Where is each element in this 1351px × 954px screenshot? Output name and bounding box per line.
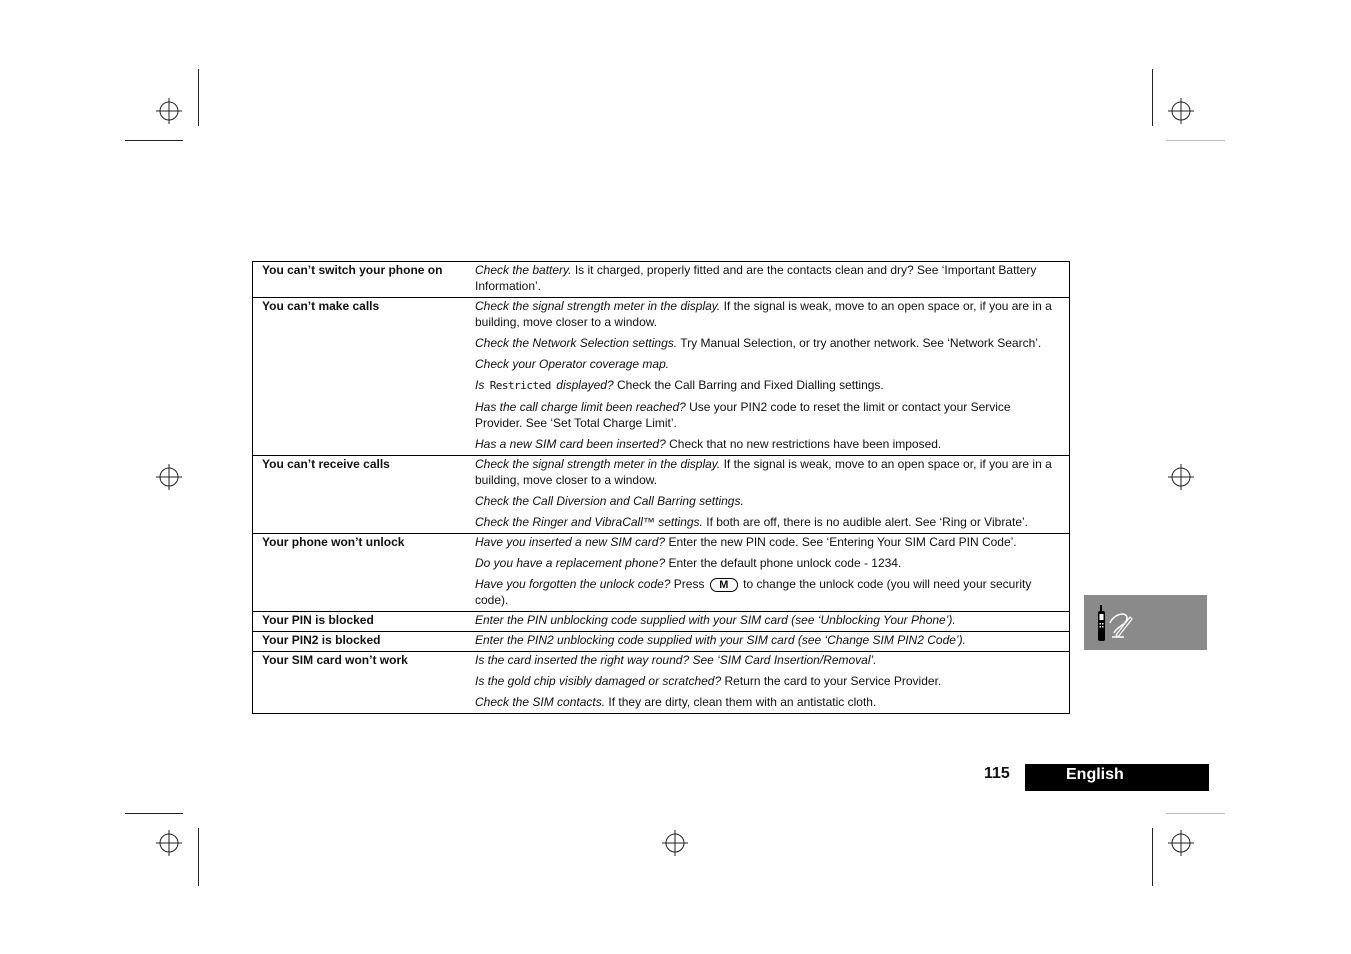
- remedies-cell: [466, 534, 1070, 612]
- remedy-paragraph: Check the signal strength meter in the display. If the signal is weak, move to an open space or, if you are in a building, move closer to a window.: [475, 457, 1052, 487]
- registration-mark-icon: [1168, 98, 1194, 124]
- remedy-paragraph: Check your Operator coverage map.: [475, 357, 670, 371]
- problem-cell: Your PIN is blocked: [253, 612, 467, 632]
- table-row: [253, 456, 1070, 534]
- remedy-paragraph: Check the Ringer and VibraCall™ settings. If both are off, there is no audible alert. See ‘Ring or Vibrate’.: [475, 515, 1028, 529]
- remedy-paragraph: Check the SIM contacts. If they are dirty, clean them with an antistatic cloth.: [475, 695, 877, 709]
- registration-mark-icon: [156, 464, 182, 490]
- phone-with-pen-icon: [1094, 601, 1140, 645]
- crop-mark: [1152, 828, 1153, 886]
- remedy-paragraph: Is Restricted displayed? Check the Call Barring and Fixed Dialling settings.: [475, 378, 884, 392]
- remedy-paragraph: Has the call charge limit been reached? Use your PIN2 code to reset the limit or contact your Service Provider. See ‘Set Total Charge Limit’.: [475, 400, 1011, 430]
- registration-mark-icon: [1168, 464, 1194, 490]
- remedies-cell: [466, 262, 1070, 298]
- crop-mark: [198, 69, 199, 126]
- remedy-paragraph: Has a new SIM card been inserted? Check that no new restrictions have been imposed.: [475, 437, 942, 451]
- table-row: [253, 534, 1070, 612]
- problem-cell: You can’t receive calls: [253, 456, 467, 534]
- table-row: [253, 298, 1070, 456]
- remedies-cell: [466, 612, 1070, 632]
- remedy-paragraph: Is the card inserted the right way round? See ‘SIM Card Insertion/Removal’.: [475, 653, 877, 667]
- menu-key-icon: M: [710, 578, 738, 592]
- problem-cell: You can’t make calls: [253, 298, 467, 456]
- remedies-cell: [466, 652, 1070, 714]
- remedy-paragraph: Have you forgotten the unlock code? Press M to change the unlock code (you will need your security code).: [475, 577, 1032, 607]
- registration-mark-icon: [662, 830, 688, 856]
- problem-cell: Your phone won’t unlock: [253, 534, 467, 612]
- language-label: English: [1066, 766, 1124, 783]
- remedies-cell: [466, 632, 1070, 652]
- troubleshooting-table: [252, 261, 1070, 714]
- remedy-paragraph: Check the Network Selection settings. Try Manual Selection, or try another network. See ‘Network Search’.: [475, 336, 1042, 350]
- remedies-cell: [466, 298, 1070, 456]
- problem-cell: Your SIM card won’t work: [253, 652, 467, 714]
- problem-cell: You can’t switch your phone on: [262, 263, 443, 277]
- section-side-tab: [1084, 595, 1207, 650]
- registration-mark-icon: [1168, 830, 1194, 856]
- remedy-paragraph: Check the signal strength meter in the display. If the signal is weak, move to an open space or, if you are in a building, move closer to a window.: [475, 299, 1052, 329]
- registration-mark-icon: [156, 830, 182, 856]
- crop-mark: [1166, 140, 1225, 141]
- remedy-paragraph: Is the gold chip visibly damaged or scratched? Return the card to your Service Provider.: [475, 674, 942, 688]
- table-row: [253, 652, 1070, 714]
- table-row: [253, 612, 1070, 632]
- remedy-paragraph: Do you have a replacement phone? Enter the default phone unlock code - 1234.: [475, 556, 902, 570]
- table-row: [253, 632, 1070, 652]
- remedy-paragraph: Enter the PIN2 unblocking code supplied with your SIM card (see ‘Change SIM PIN2 Code’).: [475, 633, 966, 647]
- language-tab: [1025, 764, 1209, 791]
- crop-mark: [125, 140, 183, 141]
- table-row: [253, 262, 1070, 298]
- crop-mark: [125, 813, 183, 814]
- crop-mark: [1166, 813, 1225, 814]
- problem-cell: Your PIN2 is blocked: [253, 632, 467, 652]
- crop-mark: [1152, 69, 1153, 126]
- registration-mark-icon: [156, 98, 182, 124]
- remedy-paragraph: Check the battery. Is it charged, properly fitted and are the contacts clean and dry? See ‘Important Battery Information’.: [475, 263, 1037, 293]
- page-number: 115: [984, 765, 1010, 782]
- remedy-paragraph: Enter the PIN unblocking code supplied with your SIM card (see ‘Unblocking Your Phone’).: [475, 613, 956, 627]
- display-text-restricted: Restricted: [489, 379, 551, 392]
- remedy-paragraph: Check the Call Diversion and Call Barring settings.: [475, 494, 744, 508]
- crop-mark: [198, 828, 199, 886]
- remedies-cell: [466, 456, 1070, 534]
- remedy-paragraph: Have you inserted a new SIM card? Enter the new PIN code. See ‘Entering Your SIM Card PIN Code’.: [475, 535, 1017, 549]
